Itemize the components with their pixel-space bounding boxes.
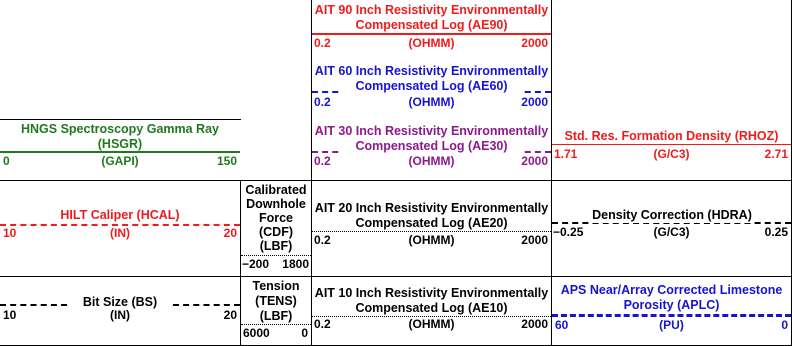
- ae20-scale-min: 0.2: [314, 233, 331, 247]
- cdf-label-3: Force: [258, 211, 294, 225]
- aplc-unit: (PU): [659, 318, 684, 332]
- cdf-label-1: Calibrated: [245, 183, 307, 197]
- hcal-scale-max: 20: [223, 226, 237, 240]
- hsgr-scale-min: 0: [3, 154, 10, 168]
- ae10-unit: (OHMM): [408, 317, 455, 331]
- ae20-scale-max: 2000: [521, 233, 548, 247]
- cdf-scale-max: 1800: [282, 257, 309, 271]
- bs-scale-max: 20: [223, 308, 237, 322]
- bs-scale-min: 10: [3, 308, 17, 322]
- tens-label-1: Tension: [252, 279, 300, 293]
- grid-row-divider-1: [0, 119, 241, 120]
- ae20-title-2: Compensated Log (AE20): [355, 216, 508, 230]
- tens-label-2: (TENS): [255, 294, 297, 308]
- cdf-label-4: (CDF): [258, 225, 293, 239]
- aplc-title-2: Porosity (APLC): [623, 298, 720, 312]
- ae10-scale-min: 0.2: [314, 317, 331, 331]
- ae10-scale-max: 2000: [521, 317, 548, 331]
- hdra-scale-max: 0.25: [764, 225, 788, 239]
- hcal-title: HILT Caliper (HCAL): [60, 208, 180, 222]
- ae90-title-2: Compensated Log (AE90): [355, 18, 508, 32]
- hsgr-mnemonic: (HSGR): [97, 137, 143, 151]
- rhoz-curve-line: [552, 144, 791, 145]
- ae60-title-2: Compensated Log (AE60): [340, 79, 523, 94]
- hsgr-unit: (GAPI): [101, 154, 139, 168]
- cdf-label-5: (LBF): [259, 239, 293, 253]
- tens-scale-max: 0: [301, 326, 308, 340]
- cdf-scale-min: −200: [242, 257, 270, 271]
- ae30-unit: (OHMM): [408, 154, 455, 168]
- aplc-curve-line: [552, 314, 791, 317]
- ae60-scale-max: 2000: [521, 95, 548, 109]
- ae20-curve-line: [312, 231, 551, 232]
- ae30-title-1: AIT 30 Inch Resistivity Environmentally: [314, 124, 549, 138]
- ae90-title-1: AIT 90 Inch Resistivity Environmentally: [314, 3, 549, 17]
- rhoz-unit: (G/C3): [653, 147, 690, 161]
- hcal-scale-min: 10: [3, 226, 17, 240]
- ae90-scale-max: 2000: [521, 36, 548, 50]
- hsgr-title: HNGS Spectroscopy Gamma Ray: [21, 122, 219, 136]
- hdra-scale-min: −0.25: [553, 225, 584, 239]
- aplc-title-1: APS Near/Array Corrected Limestone: [560, 283, 783, 297]
- aplc-scale-max: 0: [781, 318, 788, 332]
- grid-row-divider-3: [0, 276, 792, 277]
- ae90-scale-min: 0.2: [314, 36, 331, 50]
- cdf-curve-line: [241, 255, 311, 256]
- rhoz-title: Std. Res. Formation Density (RHOZ): [564, 129, 779, 143]
- ae60-scale-min: 0.2: [314, 95, 331, 109]
- ae30-title-2: Compensated Log (AE30): [340, 139, 523, 154]
- tens-scale-min: 6000: [243, 326, 270, 340]
- tens-curve-line: [241, 324, 311, 325]
- hcal-unit: (IN): [110, 226, 130, 240]
- ae60-unit: (OHMM): [408, 95, 455, 109]
- hsgr-curve-line: [0, 151, 240, 153]
- hsgr-scale-max: 150: [216, 154, 237, 168]
- aplc-scale-min: 60: [555, 318, 569, 332]
- ae10-title-2: Compensated Log (AE10): [355, 301, 508, 315]
- bs-title: Bit Size (BS): [70, 295, 170, 310]
- ae60-title-1: AIT 60 Inch Resistivity Environmentally: [314, 64, 549, 78]
- tens-label-3: (LBF): [259, 309, 293, 323]
- ae20-title-1: AIT 20 Inch Resistivity Environmentally: [314, 201, 549, 215]
- ae90-curve-line: [312, 33, 551, 35]
- ae90-unit: (OHMM): [408, 36, 455, 50]
- rhoz-scale-min: 1.71: [554, 147, 578, 161]
- hdra-title: Density Correction (HDRA): [590, 208, 754, 223]
- grid-row-divider-2: [0, 180, 792, 181]
- bs-unit: (IN): [110, 308, 130, 322]
- cdf-label-2: Downhole: [246, 197, 306, 211]
- ae10-title-1: AIT 10 Inch Resistivity Environmentally: [314, 286, 549, 300]
- hdra-unit: (G/C3): [653, 225, 690, 239]
- ae20-unit: (OHMM): [408, 233, 455, 247]
- ae30-scale-min: 0.2: [314, 154, 331, 168]
- rhoz-scale-max: 2.71: [764, 147, 788, 161]
- ae30-scale-max: 2000: [521, 154, 548, 168]
